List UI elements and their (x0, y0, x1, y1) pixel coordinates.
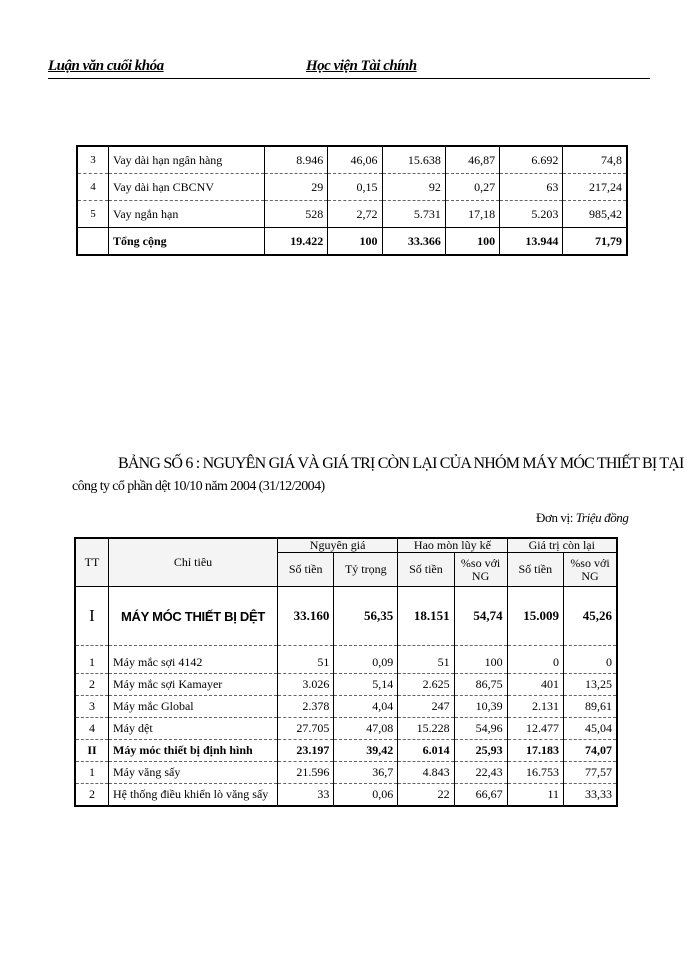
header-so-tien: Số tiền (398, 553, 454, 587)
table-subtitle: công ty cổ phần dệt 10/10 năm 2004 (31/12/2004) (72, 479, 325, 494)
table-row (77, 174, 627, 201)
cell: 10,39 (454, 696, 507, 718)
row-index: 2 (75, 674, 109, 696)
cell: 0,09 (334, 652, 398, 674)
row-index (77, 228, 109, 256)
row-index: 1 (75, 652, 109, 674)
cell: 51 (398, 652, 454, 674)
cell: 77,57 (564, 762, 618, 784)
table-row (77, 201, 627, 228)
cell: 15.638 (382, 146, 445, 174)
row-label: Máy dệt (109, 718, 278, 740)
cell: 17,18 (445, 201, 499, 228)
cell: 13.944 (500, 228, 563, 256)
cell: 4.843 (398, 762, 454, 784)
cell: 100 (328, 228, 382, 256)
cell: 22 (398, 784, 454, 807)
cell: 18.151 (398, 587, 454, 646)
cell: 46,87 (445, 146, 499, 174)
cell: 5,14 (334, 674, 398, 696)
header-gia-tri-con-lai: Giá trị còn lại (507, 538, 617, 553)
header-so-voi-ng: %so với NG (564, 553, 618, 587)
cell: 100 (454, 652, 507, 674)
row-label: Tổng cộng (109, 228, 265, 256)
cell: 56,35 (334, 587, 398, 646)
header-chitieu: Chỉ tiêu (109, 538, 278, 587)
row-index: 4 (75, 718, 109, 740)
row-index: 2 (75, 784, 109, 807)
cell: 0 (564, 652, 618, 674)
cell: 11 (507, 784, 563, 807)
row-label: Vay ngắn hạn (109, 201, 265, 228)
cell: 4,04 (334, 696, 398, 718)
unit-note (536, 510, 629, 526)
cell: 25,93 (454, 740, 507, 762)
cell: 0,27 (445, 174, 499, 201)
table-title: BẢNG SỐ 6 : NGUYÊN GIÁ VÀ GIÁ TRỊ CÒN LẠI CỦA NHÓM MÁY MÓC THIẾT BỊ TẠI (118, 455, 684, 472)
row-label: Vay dài hạn CBCNV (109, 174, 265, 201)
cell: 985,42 (563, 201, 627, 228)
cell: 45,26 (564, 587, 618, 646)
row-index: 3 (77, 146, 109, 174)
row-index: 5 (77, 201, 109, 228)
cell: 2.625 (398, 674, 454, 696)
cell: 5.731 (382, 201, 445, 228)
header-hao-mon: Hao mòn lũy kế (398, 538, 507, 553)
cell: 33.366 (382, 228, 445, 256)
header-so-tien: Số tiền (278, 553, 334, 587)
cell: 29 (265, 174, 328, 201)
cell: 92 (382, 174, 445, 201)
cell: 13,25 (564, 674, 618, 696)
row-label: Vay dài hạn ngân hàng (109, 146, 265, 174)
cell: 5.203 (500, 201, 563, 228)
cell: 45,04 (564, 718, 618, 740)
cell: 39,42 (334, 740, 398, 762)
table-row (77, 146, 627, 174)
loan-table (76, 145, 628, 256)
table-row (75, 674, 617, 696)
cell: 33,33 (564, 784, 618, 807)
header-left-text: Luận văn cuối khóa (48, 58, 164, 74)
cell: 27.705 (278, 718, 334, 740)
cell: 86,75 (454, 674, 507, 696)
header-ty-trong: Tỷ trọng (334, 553, 398, 587)
row-index: II (75, 740, 109, 762)
cell: 47,08 (334, 718, 398, 740)
cell: 36,7 (334, 762, 398, 784)
group-row (75, 587, 617, 646)
table-row (75, 696, 617, 718)
cell: 16.753 (507, 762, 563, 784)
cell: 22,43 (454, 762, 507, 784)
cell: 2.131 (507, 696, 563, 718)
cell: 15.009 (507, 587, 563, 646)
cell: 2,72 (328, 201, 382, 228)
cell: 2.378 (278, 696, 334, 718)
row-label: Máy văng sấy (109, 762, 278, 784)
unit-label: Đơn vị: (536, 510, 573, 525)
cell: 401 (507, 674, 563, 696)
row-label: Máy mắc Global (109, 696, 278, 718)
cell: 12.477 (507, 718, 563, 740)
table-row (75, 718, 617, 740)
cell: 33 (278, 784, 334, 807)
unit-value: Triệu đồng (575, 510, 629, 525)
cell: 6.014 (398, 740, 454, 762)
cell: 15.228 (398, 718, 454, 740)
cell: 19.422 (265, 228, 328, 256)
cell: 247 (398, 696, 454, 718)
cell: 0,15 (328, 174, 382, 201)
row-index: 1 (75, 762, 109, 784)
header-center-text: Học viện Tài chính (306, 58, 417, 74)
cell: 66,67 (454, 784, 507, 807)
cell: 74,07 (564, 740, 618, 762)
cell: 100 (445, 228, 499, 256)
cell: 54,74 (454, 587, 507, 646)
table-row (75, 784, 617, 807)
cell: 33.160 (278, 587, 334, 646)
total-row (77, 228, 627, 256)
cell: 89,61 (564, 696, 618, 718)
cell: 528 (265, 201, 328, 228)
equipment-table (74, 537, 618, 807)
cell: 6.692 (500, 146, 563, 174)
cell: 63 (500, 174, 563, 201)
cell: 23.197 (278, 740, 334, 762)
row-label: Máy mắc sợi Kamayer (109, 674, 278, 696)
header-nguyen-gia: Nguyên giá (278, 538, 398, 553)
group-row (75, 740, 617, 762)
header-so-voi-ng: %so với NG (454, 553, 507, 587)
cell: 74,8 (563, 146, 627, 174)
cell: 17.183 (507, 740, 563, 762)
cell: 0,06 (334, 784, 398, 807)
header-tt: TT (75, 538, 109, 587)
row-index: 3 (75, 696, 109, 718)
cell: 0 (507, 652, 563, 674)
page-header (48, 58, 650, 79)
cell: 71,79 (563, 228, 627, 256)
cell: 217,24 (563, 174, 627, 201)
row-label: Hệ thống điều khiển lò văng sấy (109, 784, 278, 807)
row-index: 4 (77, 174, 109, 201)
row-label: Máy móc thiết bị định hình (109, 740, 278, 762)
cell: 21.596 (278, 762, 334, 784)
row-label: Máy mắc sợi 4142 (109, 652, 278, 674)
cell: 8.946 (265, 146, 328, 174)
cell: 54,96 (454, 718, 507, 740)
cell: 3.026 (278, 674, 334, 696)
cell: 46,06 (328, 146, 382, 174)
row-label: MÁY MÓC THIẾT BỊ DỆT (109, 587, 278, 646)
table-row (75, 652, 617, 674)
header-so-tien: Số tiền (507, 553, 563, 587)
row-index: I (75, 587, 109, 646)
table-row (75, 762, 617, 784)
cell: 51 (278, 652, 334, 674)
